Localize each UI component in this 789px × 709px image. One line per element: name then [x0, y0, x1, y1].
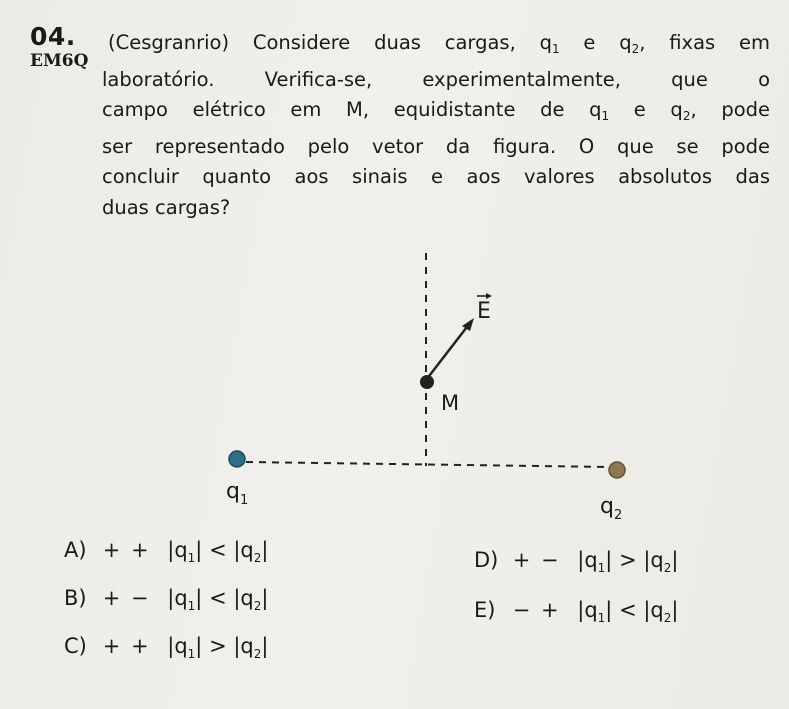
- charge-q1: [229, 451, 245, 467]
- option-a[interactable]: [64, 538, 268, 565]
- point-m-label: M: [441, 391, 460, 415]
- option-c[interactable]: [64, 634, 268, 661]
- option-expression: $|q_1| < |q_2|$: [167, 586, 269, 613]
- option-letter: C): [64, 634, 87, 658]
- option-b[interactable]: [64, 586, 268, 613]
- option-expression: $|q_1| < |q_2|$: [167, 538, 269, 565]
- option-expression: $|q_1| > |q_2|$: [167, 634, 269, 661]
- charges-line: [246, 462, 610, 467]
- option-letter: B): [64, 586, 87, 610]
- question-code: EM6Q: [30, 51, 89, 71]
- option-signs: + −: [512, 548, 561, 572]
- stem-line-5: concluir quanto aos sinais e aos valores absolutos das: [102, 165, 770, 188]
- stem-line-6: duas cargas?: [102, 195, 231, 219]
- option-signs: + +: [102, 538, 151, 562]
- option-signs: − +: [512, 598, 561, 622]
- option-expression: $|q_1| < |q_2|$: [577, 598, 679, 625]
- stem-line-2: laboratório. Verifica-se, experimentalmente, que o: [102, 67, 770, 91]
- option-letter: E): [474, 598, 496, 622]
- option-letter: A): [64, 538, 87, 562]
- option-e[interactable]: [474, 598, 678, 625]
- stem-line-4: ser representado pelo vetor da figura. O que se pode: [102, 134, 770, 158]
- question-number: 04.: [30, 22, 76, 51]
- stem-line-3: campo elétrico em M, equidistante de $q_1$ e $q_2$, pode: [102, 98, 771, 123]
- option-signs: + −: [102, 586, 151, 610]
- option-letter: D): [474, 548, 499, 572]
- option-expression: $|q_1| > |q_2|$: [577, 548, 679, 575]
- option-signs: + +: [102, 634, 151, 658]
- field-vector: [426, 323, 470, 380]
- point-m: [420, 375, 434, 389]
- field-label: E: [477, 299, 491, 324]
- charge-q2: [609, 462, 625, 478]
- charge-q1-label: $q_1$: [226, 479, 249, 508]
- option-d[interactable]: [474, 548, 678, 575]
- charge-q2-label: $q_2$: [600, 494, 623, 523]
- stem-line-1: (Cesgranrio) Considere duas cargas, $q_1$ e $q_2$, fixas em: [108, 31, 770, 56]
